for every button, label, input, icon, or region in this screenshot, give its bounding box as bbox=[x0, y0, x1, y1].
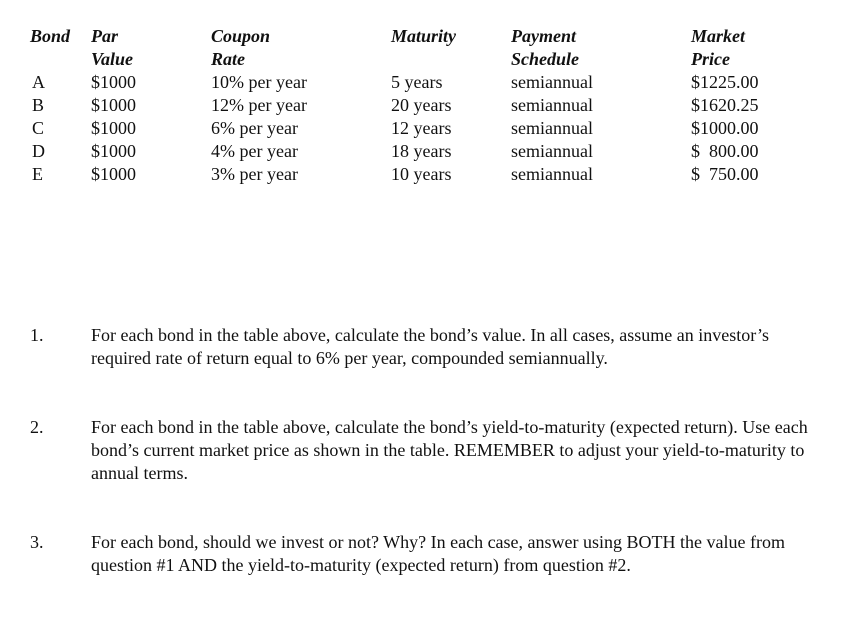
cell-bond: D bbox=[32, 141, 45, 161]
cell-schedule: semiannual bbox=[511, 141, 593, 161]
cell-maturity: 20 years bbox=[391, 95, 452, 115]
cell-par: $1000 bbox=[91, 118, 136, 138]
cell-maturity: 10 years bbox=[391, 164, 452, 184]
cell-coupon: 6% per year bbox=[211, 118, 298, 138]
cell-price: $1225.00 bbox=[691, 72, 759, 92]
cell-schedule: semiannual bbox=[511, 72, 593, 92]
header-coupon-line2: Rate bbox=[211, 49, 245, 69]
header-bond: Bond bbox=[30, 26, 71, 46]
header-payment-line1: Payment bbox=[511, 26, 576, 46]
cell-coupon: 10% per year bbox=[211, 72, 307, 92]
cell-bond: B bbox=[32, 95, 45, 115]
question-number: 2. bbox=[30, 417, 44, 437]
question-number: 1. bbox=[30, 325, 44, 345]
header-par-line1: Par bbox=[91, 26, 118, 46]
question-text: For each bond, should we invest or not? Why? In each case, answer using BOTH the value from question #1 AND the yield-to-maturity (expected return) from question #2. bbox=[91, 532, 785, 575]
cell-price: $ 800.00 bbox=[691, 141, 759, 161]
cell-maturity: 18 years bbox=[391, 141, 452, 161]
question-text: For each bond in the table above, calculate the bond’s value. In all cases, assume an investor’s required rate of return equal to 6% per year, compounded semiannually. bbox=[91, 325, 769, 368]
cell-bond: C bbox=[32, 118, 45, 138]
cell-coupon: 3% per year bbox=[211, 164, 298, 184]
cell-par: $1000 bbox=[91, 72, 136, 92]
cell-schedule: semiannual bbox=[511, 164, 593, 184]
cell-par: $1000 bbox=[91, 95, 136, 115]
cell-maturity: 5 years bbox=[391, 72, 443, 92]
cell-price: $1620.25 bbox=[691, 95, 759, 115]
header-payment-line2: Schedule bbox=[511, 49, 580, 69]
header-par-line2: Value bbox=[91, 49, 134, 69]
cell-schedule: semiannual bbox=[511, 118, 593, 138]
cell-price: $1000.00 bbox=[691, 118, 759, 138]
cell-par: $1000 bbox=[91, 164, 136, 184]
cell-bond: A bbox=[32, 72, 45, 92]
header-market-line1: Market bbox=[691, 26, 745, 46]
cell-coupon: 4% per year bbox=[211, 141, 298, 161]
question-text: For each bond in the table above, calculate the bond’s yield-to-maturity (expected return). Use each bond’s current market price as shown in the table. REMEMBER to adjust your yield-to-maturity to annual terms. bbox=[91, 417, 808, 483]
header-market-line2: Price bbox=[691, 49, 730, 69]
cell-schedule: semiannual bbox=[511, 95, 593, 115]
cell-coupon: 12% per year bbox=[211, 95, 307, 115]
cell-price: $ 750.00 bbox=[691, 164, 759, 184]
header-coupon-line1: Coupon bbox=[211, 26, 271, 46]
cell-maturity: 12 years bbox=[391, 118, 452, 138]
cell-par: $1000 bbox=[91, 141, 136, 161]
header-maturity: Maturity bbox=[391, 26, 457, 46]
cell-bond: E bbox=[32, 164, 43, 184]
question-number: 3. bbox=[30, 532, 44, 552]
